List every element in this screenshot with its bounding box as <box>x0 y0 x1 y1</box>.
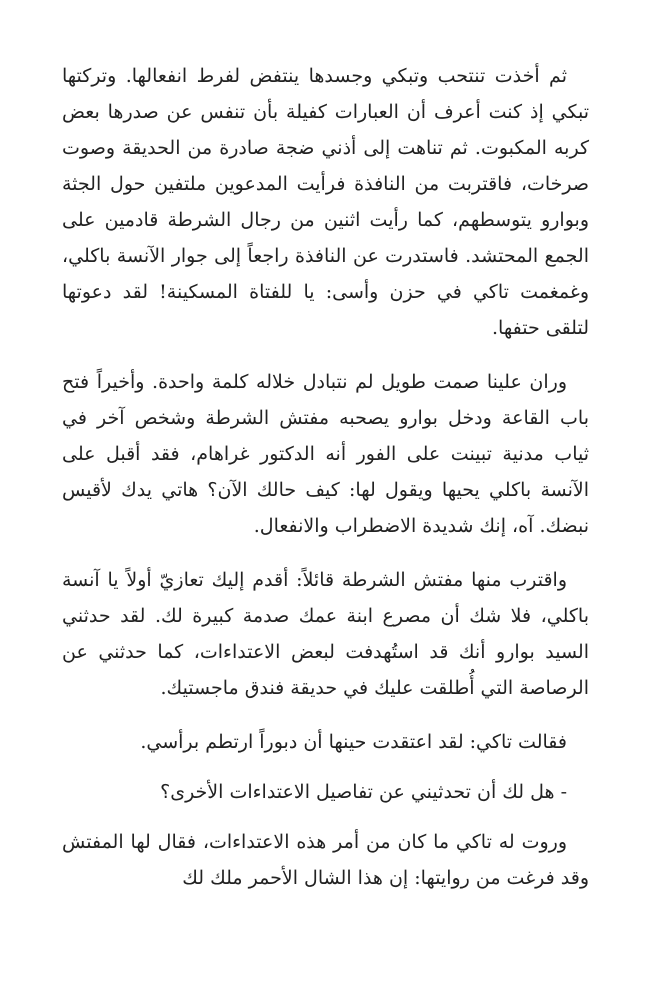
text-column <box>62 58 589 896</box>
paragraph-4: فقالت تاكي: لقد اعتقدت حينها أن دبوراً ارتطم برأسي. <box>140 731 567 753</box>
paragraph-6: وروت له تاكي ما كان من أمر هذه الاعتداءات، فقال لها المفتش وقد فرغت من روايتها: إن هذا الشال الأحمر ملك لك <box>62 831 589 889</box>
paragraph-2: وران علينا صمت طويل لم نتبادل خلاله كلمة واحدة. وأخيراً فتح باب القاعة ودخل بوارو يصحبه مفتش الشرطة وشخص آخر في ثياب مدنية تبينت على الفور أنه الدكتور غراهام، فقد أقبل على الآنسة باكلي يحيها ويقول لها: كيف حالك الآن؟ هاتي يدك لأقيس نبضك. آه، إنك شديدة الاضطراب والانفعال. <box>62 371 589 537</box>
paragraph-1: ثم أخذت تنتحب وتبكي وجسدها ينتفض لفرط انفعالها. وتركتها تبكي إذ كنت أعرف أن العبارات كفيلة بأن تنفس عن صدرها بعض كربه المكبوت. ثم تناهت إلى أذني ضجة صادرة من الحديقة وصوت صرخات، فاقتربت من النافذة فرأيت المدعوين ملتفين حول الجثة وبوارو يتوسطهم، كما رأيت اثنين من رجال الشرطة قادمين على الجمع المحتشد. فاستدرت عن النافذة راجعاً إلى جوار الآنسة باكلي، وغمغمت تاكي في حزن وأسى: يا للفتاة المسكينة! لقد دعوتها لتلقى حتفها. <box>62 65 589 339</box>
paragraph-5: - هل لك أن تحدثيني عن تفاصيل الاعتداءات الأخرى؟ <box>160 781 567 803</box>
paragraph-3: واقترب منها مفتش الشرطة قائلاً: أقدم إليك تعازيّ أولاً يا آنسة باكلي، فلا شك أن مصرع ابنة عمك صدمة كبيرة لك. لقد حدثني السيد بوارو أنك قد استُهدفت لبعض الاعتداءات، كما حدثني عن الرصاصة التي أُطلقت عليك في حديقة فندق ماجستيك. <box>62 569 589 699</box>
